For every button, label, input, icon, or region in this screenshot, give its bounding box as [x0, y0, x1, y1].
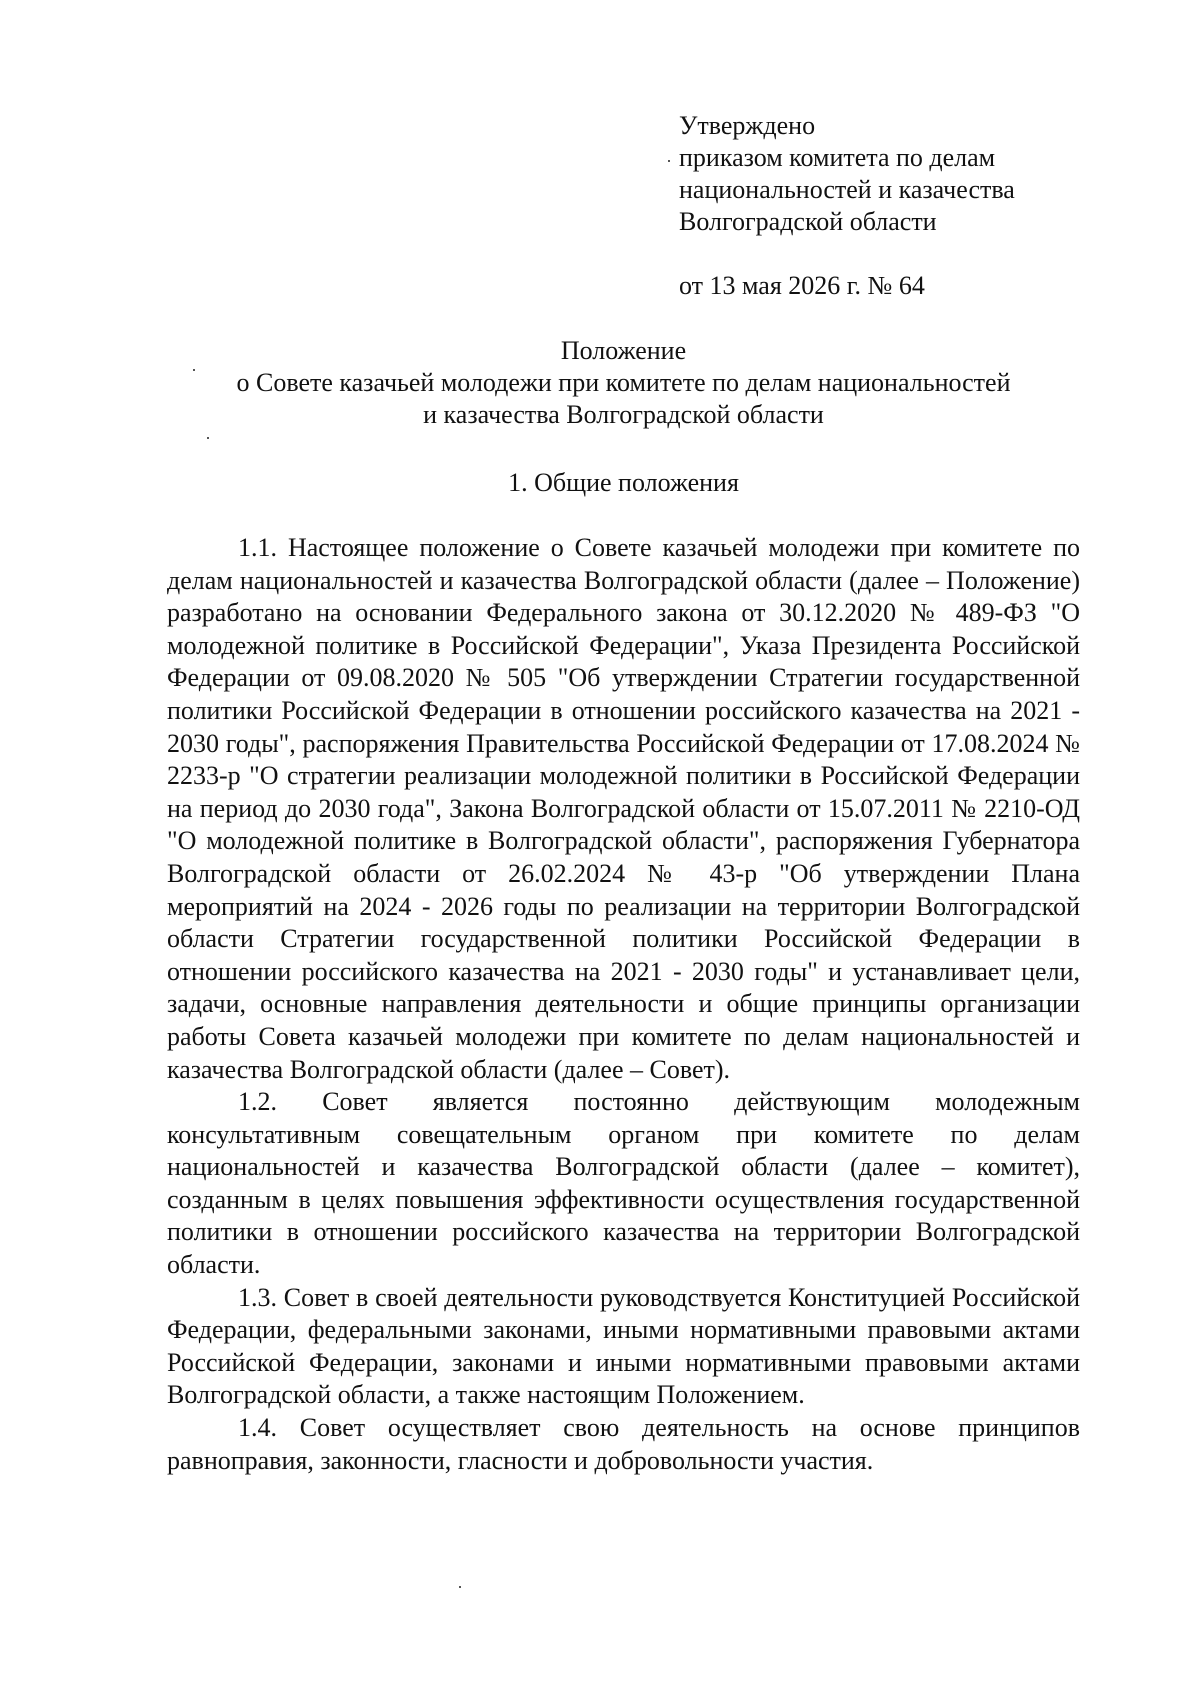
scan-speck [207, 437, 209, 439]
paragraph-1-1: 1.1. Настоящее положение о Совете казачьей молодежи при комитете по делам национальностей и казачества Волгоградской области (далее – Положение) разработано на основании Федерального закона от 30.12.2020 № 489-ФЗ "О молодежной политике в Российской Федерации", Указа Президента Российской Федерации от 09.08.2020 № 505 "Об утверждении Стратегии государственной политики Российской Федерации в отношении российского казачества на 2021 - 2030 годы", распоряжения Правительства Российской Федерации от 17.08.2024 № 2233-р "О стратегии реализации молодежной политики в Российской Федерации на период до 2030 года", Закона Волгоградской области от 15.07.2011 № 2210-ОД "О молодежной политике в Волгоградской области", распоряжения Губернатора Волгоградской области от 26.02.2024 № 43-р "Об утверждении Плана мероприятий на 2024 - 2026 годы по реализации на территории Волгоградской области Стратегии государственной политики Российской Федерации в отношении российского казачества на 2021 - 2030 годы" и устанавливает цели, задачи, основные направления деятельности и общие принципы организации работы Совета казачьей молодежи при комитете по делам национальностей и казачества Волгоградской области (далее – Совет). [167, 533, 1080, 1084]
approval-line-committee: национальностей и казачества [679, 175, 1015, 204]
paragraph-1-4: 1.4. Совет осуществляет свою деятельность на основе принципов равноправия, законности, гласности и добровольности участия. [167, 1413, 1080, 1475]
scan-speck [668, 160, 670, 162]
approval-date: от 13 мая 2026 г. № 64 [679, 271, 925, 300]
approval-line-order: приказом комитета по делам [679, 143, 996, 172]
title-line-1: Положение [560, 336, 687, 365]
document-title [167, 335, 1080, 431]
approval-line-region: Волгоградской области [679, 207, 937, 236]
section-heading: 1. Общие положения [508, 468, 739, 497]
title-line-3: и казачества Волгоградской области [423, 400, 824, 429]
paragraph-1-2: 1.2. Совет является постоянно действующим молодежным консультативным совещательным органом при комитете по делам национальностей и казачества Волгоградской области (далее – комитет), созданным в целях повышения эффективности осуществления государственной политики в отношении российского казачества на территории Волгоградской области. [167, 1087, 1080, 1280]
approval-block [679, 110, 1139, 302]
scan-speck [459, 1586, 461, 1588]
paragraph-1-3: 1.3. Совет в своей деятельности руководствуется Конституцией Российской Федерации, федеральными законами, иными нормативными правовыми актами Российской Федерации, законами и иными нормативными правовыми актами Волгоградской области, а также настоящим Положением. [167, 1282, 1080, 1410]
section-body [167, 532, 1080, 1477]
title-line-2: о Совете казачьей молодежи при комитете по делам национальностей [236, 368, 1011, 397]
scan-speck [193, 369, 195, 371]
approval-line-approved: Утверждено [679, 111, 816, 140]
